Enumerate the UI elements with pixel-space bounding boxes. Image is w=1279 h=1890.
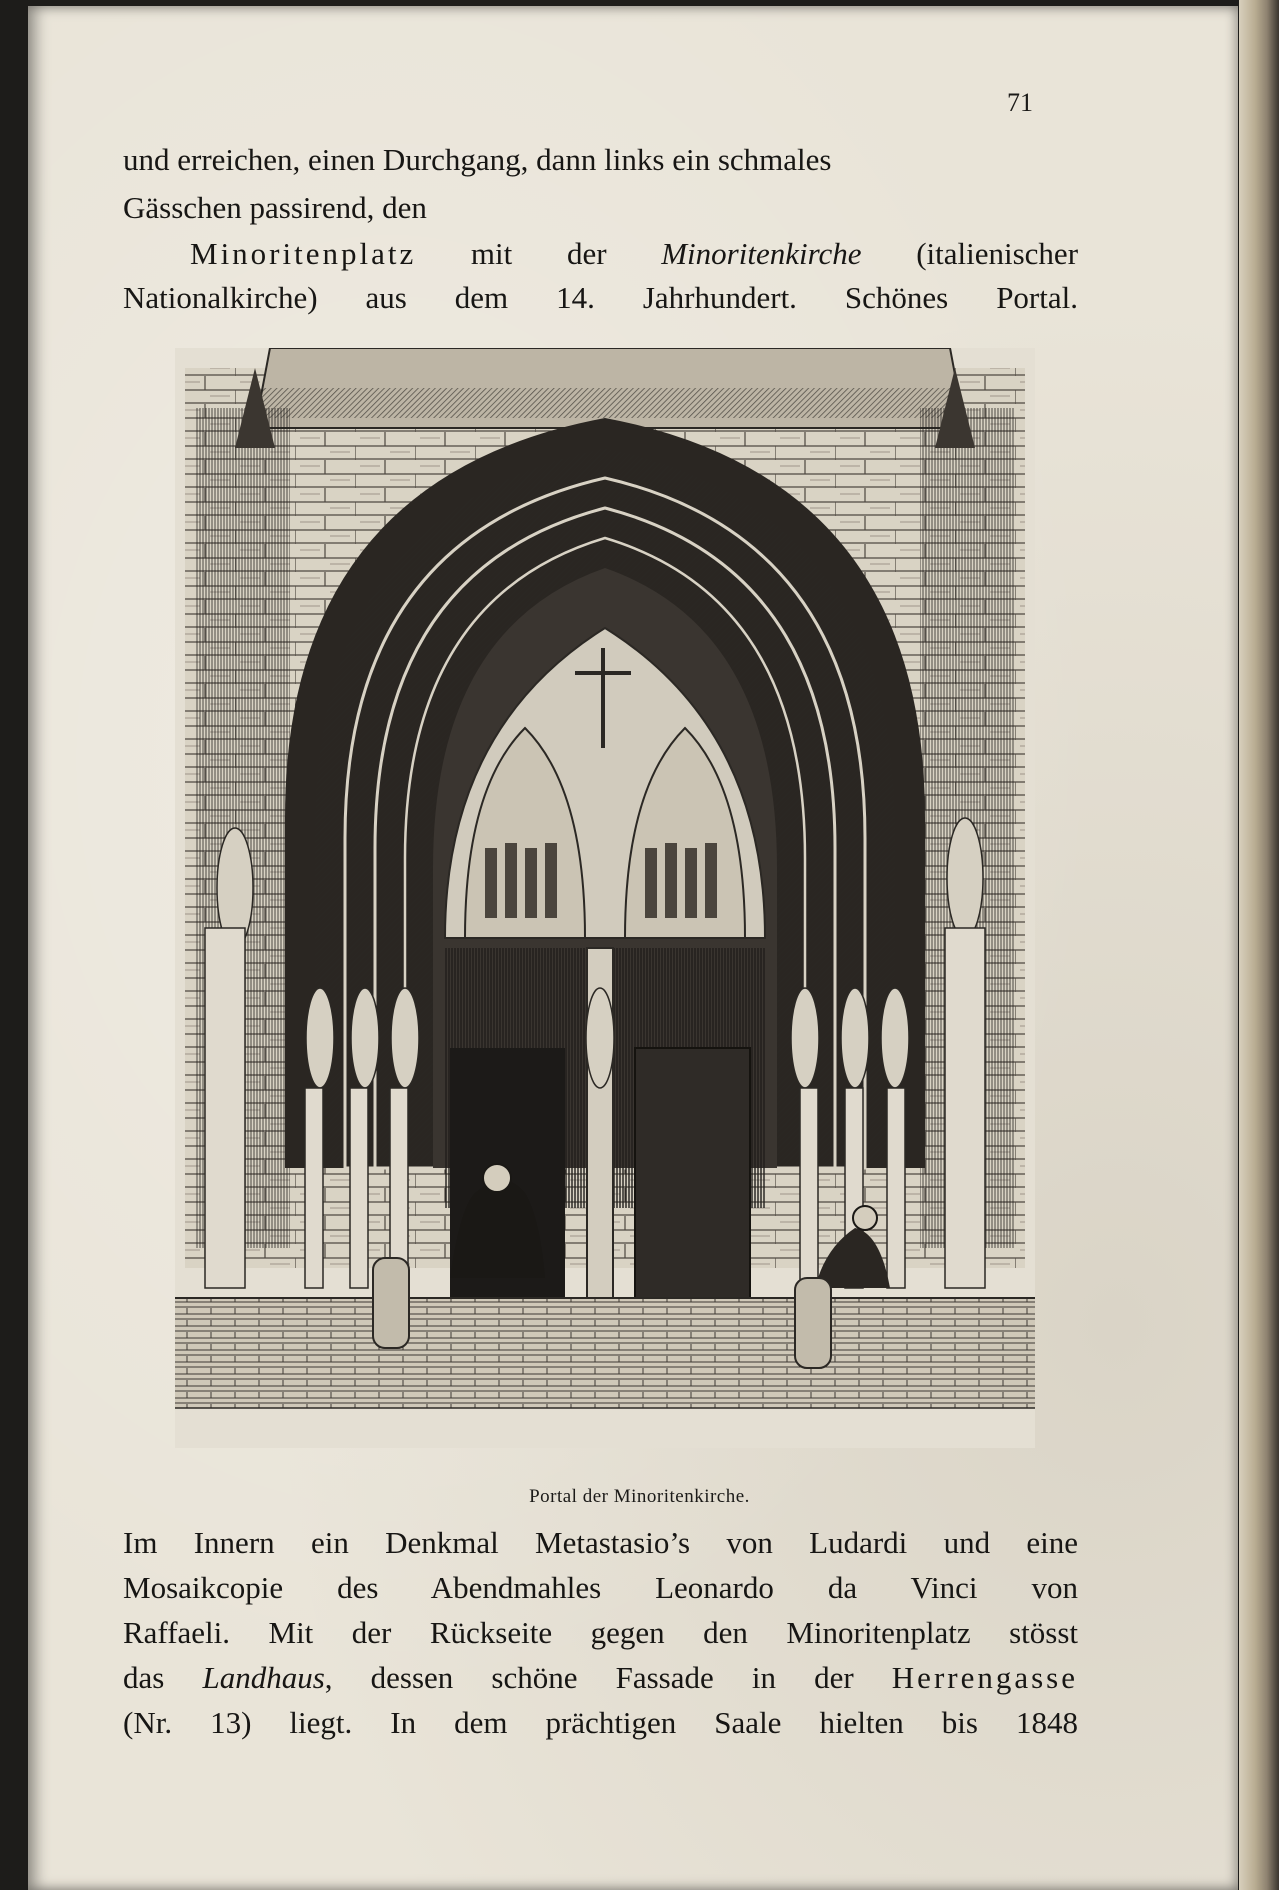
book-page-edge	[1239, 0, 1279, 1890]
text-line-2: Gässchen passirend, den	[123, 190, 427, 225]
text-fragment: (italienischer	[861, 236, 1079, 271]
street-name-herrengasse: Herrengasse	[891, 1660, 1078, 1695]
text-line-6: Mosaikcopie des Abendmahles Leonardo da Vinci von	[123, 1570, 1078, 1605]
text-line-7: Raffaeli. Mit der Rückseite gegen den Minoritenplatz stösst	[123, 1615, 1078, 1650]
text-fragment: das	[123, 1660, 203, 1695]
landhaus-italic: Landhaus	[202, 1660, 325, 1695]
text-line-8	[123, 1658, 1078, 1698]
text-line-1: und erreichen, einen Durchgang, dann links ein schmales	[123, 142, 832, 177]
text-line-3	[190, 234, 1078, 274]
church-name-italic: Minoritenkirche	[661, 236, 862, 271]
text-fragment: , dessen schöne Fassade in der	[324, 1660, 892, 1695]
text-line-4: Nationalkirche) aus dem 14. Jahrhundert. Schönes Portal.	[123, 280, 1078, 315]
place-name-minoritenplatz: Minoritenplatz	[190, 236, 417, 271]
page-number: 71	[1007, 88, 1033, 117]
text-line-5: Im Innern ein Denkmal Metastasio’s von Ludardi und eine	[123, 1525, 1078, 1560]
text-fragment: mit der	[416, 236, 662, 271]
portal-engraving	[175, 348, 1035, 1448]
figure-caption: Portal der Minoritenkirche.	[529, 1486, 750, 1507]
text-line-9: (Nr. 13) liegt. In dem prächtigen Saale hielten bis 1848	[123, 1705, 1078, 1740]
